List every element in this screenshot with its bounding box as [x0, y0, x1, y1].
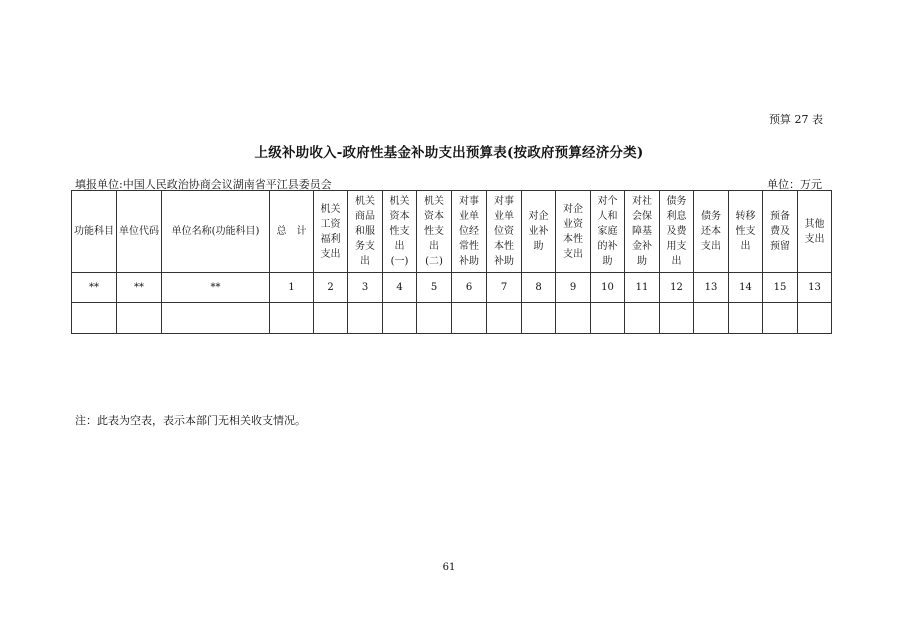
table-number: 预算 27 表: [769, 113, 823, 126]
header-cell: [625, 191, 660, 273]
empty-cell: [117, 303, 162, 334]
empty-cell: [162, 303, 270, 334]
header-label: 机关工资福利支出: [320, 203, 341, 260]
footnote: 注：此表为空表，表示本部门无相关收支情况。: [75, 414, 306, 427]
header-cell: [694, 191, 729, 273]
index-cell: **: [162, 273, 270, 303]
page-title: 上级补助收入-政府性基金补助支出预算表(按政府预算经济分类): [254, 145, 644, 161]
empty-cell: [417, 303, 452, 334]
index-cell: **: [72, 273, 117, 303]
header-label: 债务还本支出: [701, 211, 721, 252]
header-cell: [798, 191, 832, 273]
header-cell: [270, 191, 314, 273]
currency-unit: 单位：万元: [767, 178, 822, 191]
header-label: 单位名称(功能科目): [171, 226, 260, 237]
empty-cell: [591, 303, 625, 334]
index-cell: 4: [383, 273, 417, 303]
header-label: 对个人和家庭的补助: [597, 196, 618, 267]
header-cell: [660, 191, 694, 273]
reporting-unit: 填报单位:中国人民政治协商会议湖南省平江县委员会: [75, 178, 332, 191]
empty-cell: [348, 303, 383, 334]
index-cell: **: [117, 273, 162, 303]
empty-data-row: [72, 303, 832, 334]
index-cell: 10: [591, 273, 625, 303]
empty-cell: [763, 303, 798, 334]
empty-cell: [270, 303, 314, 334]
header-cell: [72, 191, 117, 273]
index-cell: 5: [417, 273, 452, 303]
header-cell: [348, 191, 383, 273]
header-label: 对事业单位经常性补助: [459, 196, 479, 267]
header-label: 功能科目: [74, 226, 114, 237]
index-cell: 14: [729, 273, 763, 303]
header-cell: [452, 191, 487, 273]
header-cell: [162, 191, 270, 273]
index-cell: 11: [625, 273, 660, 303]
index-cell: 3: [348, 273, 383, 303]
index-row: [72, 273, 832, 303]
empty-cell: [694, 303, 729, 334]
budget-table: [71, 190, 832, 334]
header-label: 对社会保障基金补助: [632, 196, 652, 267]
header-cell: [117, 191, 162, 273]
header-label: 转移性支出: [735, 211, 756, 252]
header-label: 债务利息及费用支出: [666, 196, 687, 267]
header-cell: [314, 191, 348, 273]
header-row: [72, 191, 832, 273]
header-label: 对事业单位资本性补助: [494, 196, 514, 267]
index-cell: 2: [314, 273, 348, 303]
empty-cell: [383, 303, 417, 334]
empty-cell: [556, 303, 591, 334]
empty-cell: [522, 303, 556, 334]
header-label: 机关资本性支出(一): [389, 196, 410, 267]
header-label: 其他支出: [804, 218, 825, 245]
empty-cell: [625, 303, 660, 334]
header-label: 机关资本性支出(二): [424, 196, 444, 267]
header-label: 对企业资本性支出: [563, 203, 583, 260]
header-label: 机关商品和服务支出: [355, 196, 375, 267]
empty-cell: [452, 303, 487, 334]
header-label: 单位代码: [119, 226, 159, 237]
index-cell: 7: [487, 273, 522, 303]
index-cell: 9: [556, 273, 591, 303]
index-cell: 13: [798, 273, 832, 303]
index-cell: 8: [522, 273, 556, 303]
empty-cell: [798, 303, 832, 334]
header-cell: [763, 191, 798, 273]
empty-cell: [314, 303, 348, 334]
header-cell: [417, 191, 452, 273]
empty-cell: [660, 303, 694, 334]
index-cell: 13: [694, 273, 729, 303]
empty-cell: [487, 303, 522, 334]
page-number: 61: [442, 562, 456, 573]
header-label: 预备费及预留: [770, 211, 790, 252]
header-cell: [522, 191, 556, 273]
header-cell: [383, 191, 417, 273]
header-cell: [556, 191, 591, 273]
index-cell: 1: [270, 273, 314, 303]
header-cell: [729, 191, 763, 273]
index-cell: 6: [452, 273, 487, 303]
empty-cell: [72, 303, 117, 334]
header-label: 对企业补助: [528, 211, 549, 252]
index-cell: 15: [763, 273, 798, 303]
header-cell: [591, 191, 625, 273]
header-cell: [487, 191, 522, 273]
empty-cell: [729, 303, 763, 334]
header-label: 总 计: [276, 226, 307, 237]
index-cell: 12: [660, 273, 694, 303]
